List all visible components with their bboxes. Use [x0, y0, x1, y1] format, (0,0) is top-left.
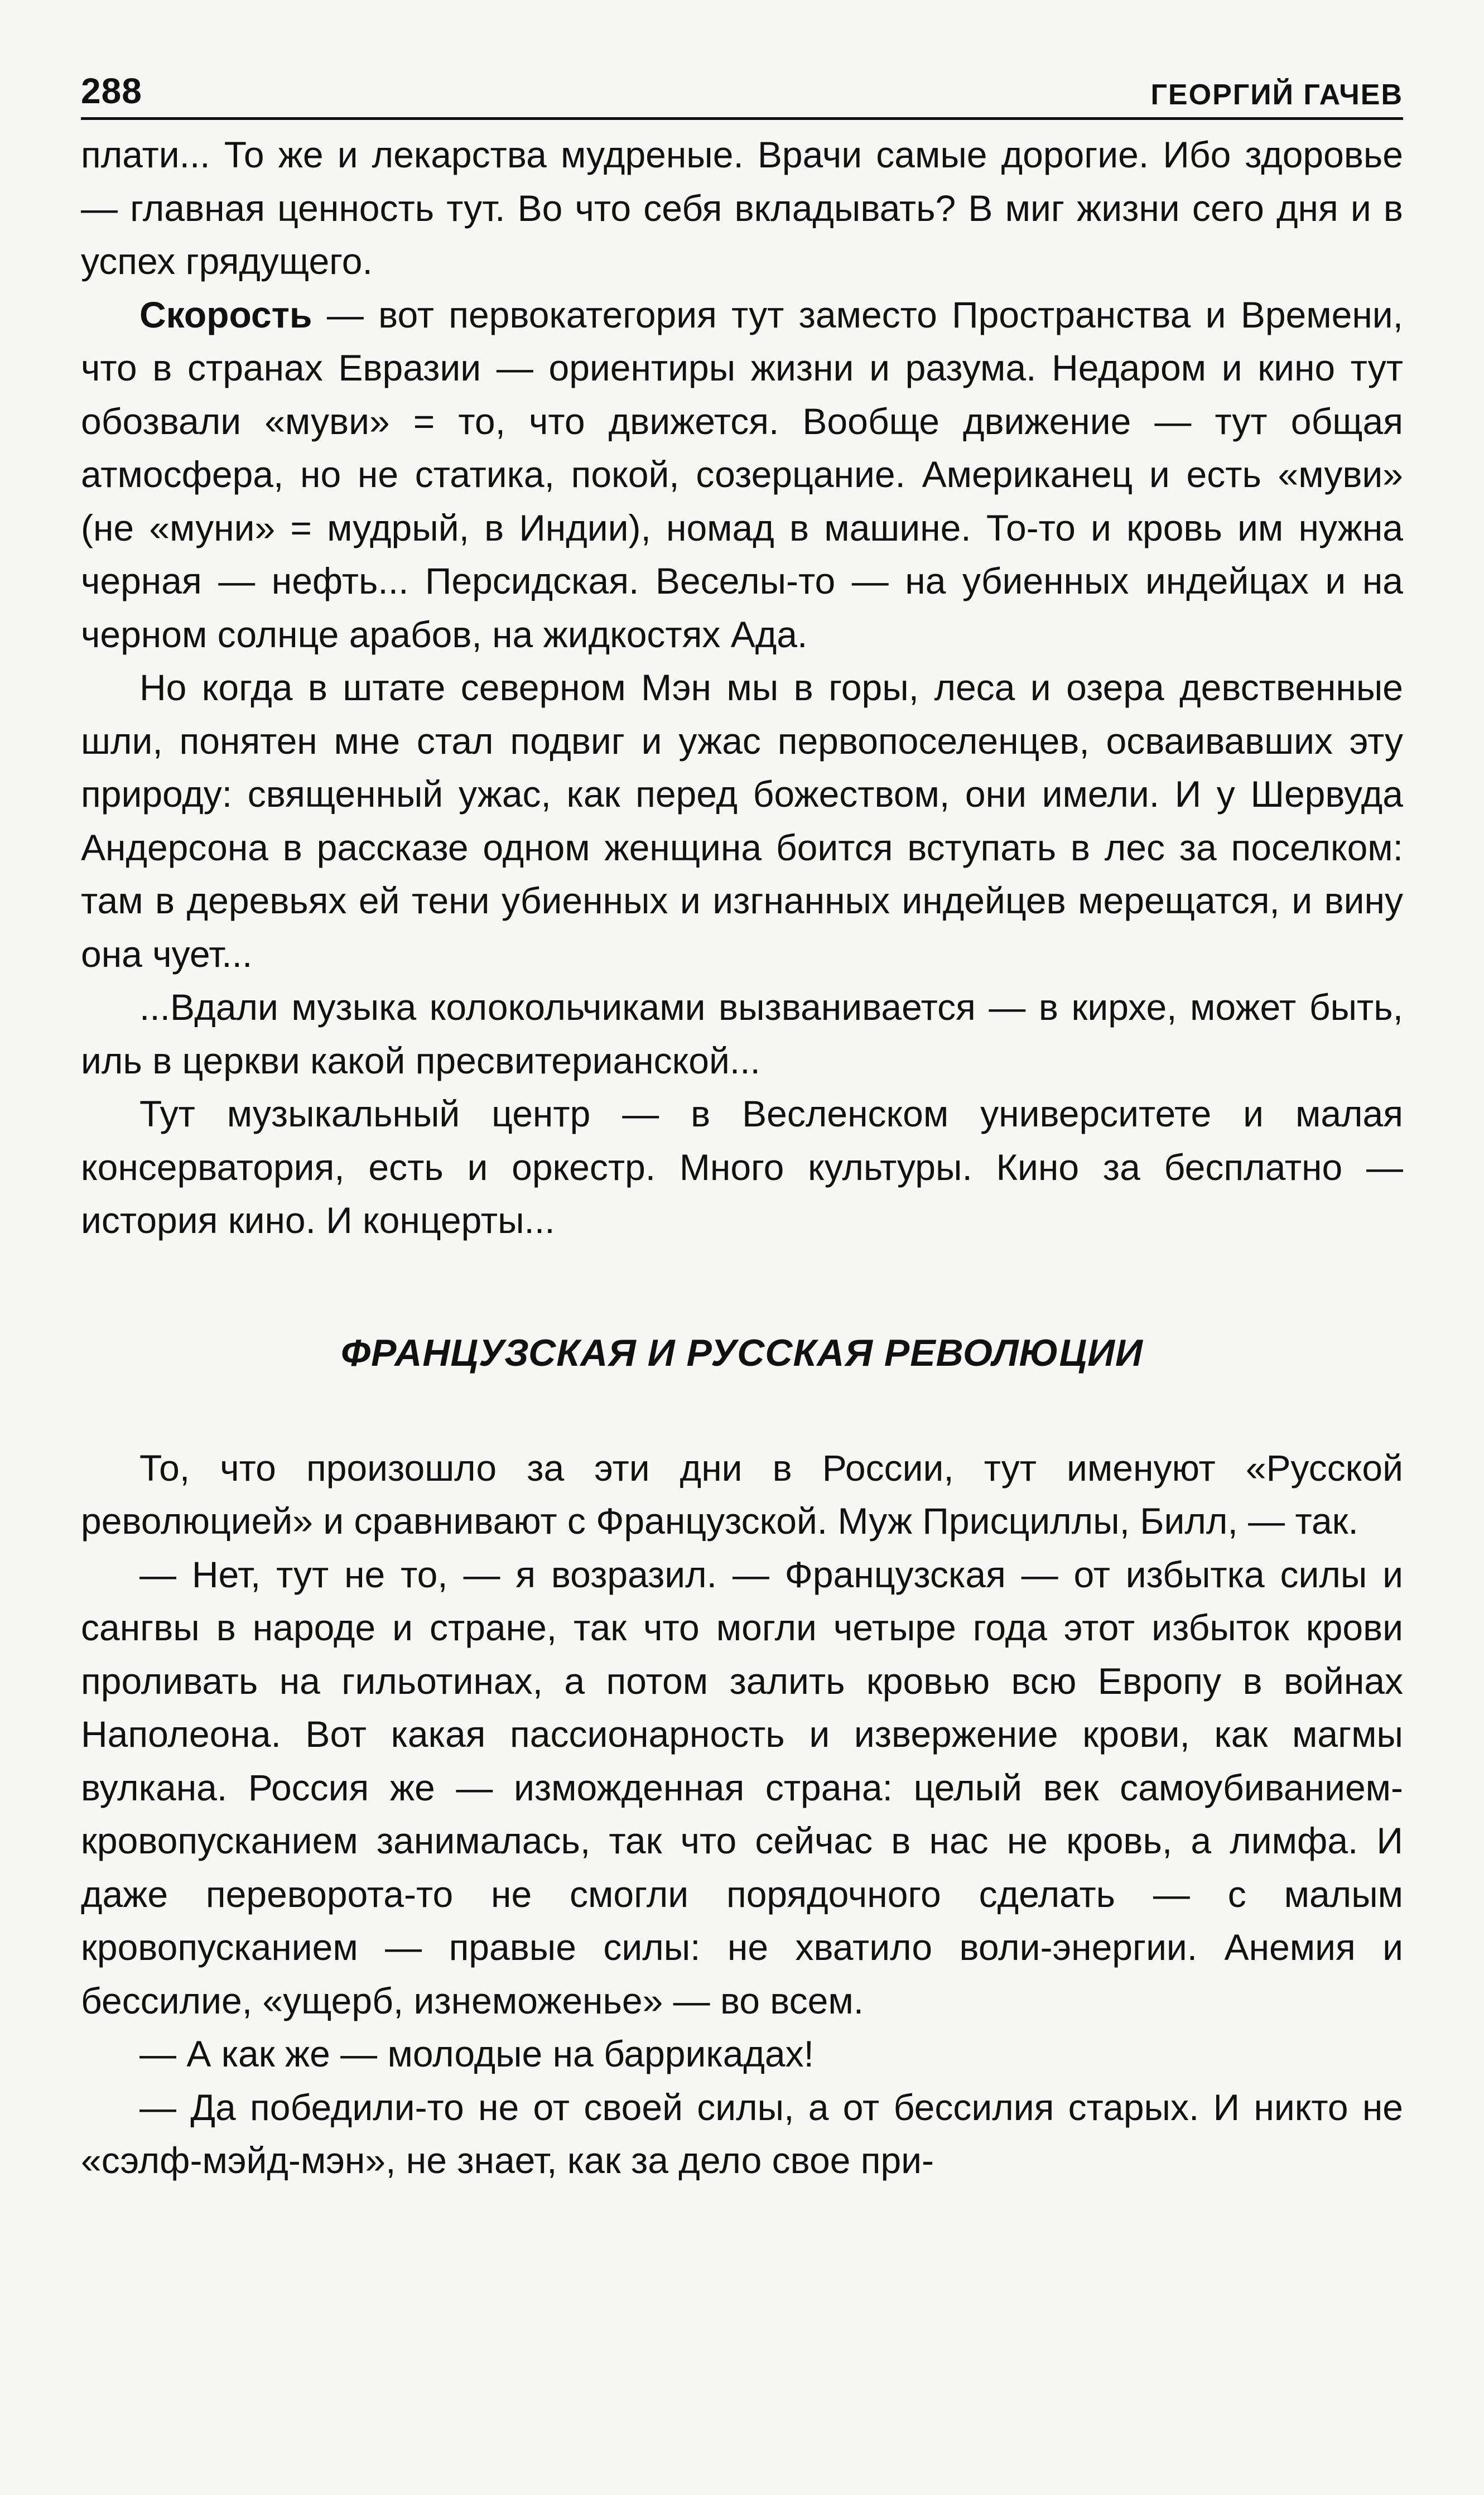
paragraph-2-text: — вот первокатегория тут заместо Пространства и Времени, что в странах Евразии — ориентиры жизни и разума. Недаром и кино тут обозвали «муви» = то, что движется. Вообще движение — тут общая атмосфера, но не статика, покой, созерцание. Американец и есть «муви» (не «муни» = мудрый, в Индии), номад в машине. То-то и кровь им нужна черная — нефть... Персидская. Веселы-то — на убиенных индейцах и на черном солнце арабов, на жидкостях Ада. [81, 293, 1403, 655]
page-number: 288 [81, 71, 142, 111]
paragraph-5: Тут музыкальный центр — в Весленском университете и малая консерватория, есть и оркестр. Много культуры. Кино за бесплатно — история кино. И концерты... [81, 1093, 1403, 1241]
running-head [81, 61, 1403, 120]
body-text [81, 128, 1403, 2188]
paragraph-2 [81, 288, 1403, 662]
paragraph-1: плати... То же и лекарства мудреные. Врачи самые дорогие. Ибо здоровье — главная ценность тут. Во что себя вкладывать? В миг жизни сего дня и в успех грядущего. [81, 134, 1403, 282]
author-name: ГЕОРГИЙ ГАЧЕВ [1150, 79, 1403, 111]
paragraph-4: ...Вдали музыка колокольчиками вызванивается — в кирхе, может быть, иль в церкви какой пресвитерианской... [81, 986, 1403, 1081]
paragraph-9: — Да победили-то не от своей силы, а от бессилия старых. И никто не «сэлф-мэйд-мэн», не знает, как за дело свое при- [81, 2086, 1403, 2181]
paragraph-3: Но когда в штате северном Мэн мы в горы, леса и озера девственные шли, понятен мне стал подвиг и ужас первопоселенцев, осваивавших эту природу: священный ужас, как перед божеством, они имели. И у Шервуда Андерсона в рассказе одном женщина боится вступать в лес за поселком: там в деревьях ей тени убиенных и изгнанных индейцев мерещатся, и вину она чует... [81, 667, 1403, 975]
section-title: ФРАНЦУЗСКАЯ И РУССКАЯ РЕВОЛЮЦИИ [341, 1331, 1143, 1374]
paragraph-8: — А как же — молодые на баррикадах! [139, 2033, 814, 2074]
paragraph-7: — Нет, тут не то, — я возразил. — Французская — от избытка силы и сангвы в народе и стране, так что могли четыре года этот избыток крови проливать на гильотинах, а потом залить кровью всю Европу в войнах Наполеона. Вот какая пассионарность и извержение крови, как магмы вулкана. Россия же — изможденная страна: целый век самоубиванием-кровопусканием занималась, так что сейчас в нас не кровь, а лимфа. И даже переворота-то не смогли порядочного сделать — с малым кровопусканием — правые силы: не хватило воли-энергии. Анемия и бессилие, «ущерб, изнеможенье» — во всем. [81, 1553, 1403, 2021]
paragraph-2-lead-word: Скорость [139, 293, 312, 335]
paragraph-6: То, что произошло за эти дни в России, тут именуют «Русской революцией» и сравнивают с Французской. Муж Присциллы, Билл, — так. [81, 1447, 1403, 1542]
